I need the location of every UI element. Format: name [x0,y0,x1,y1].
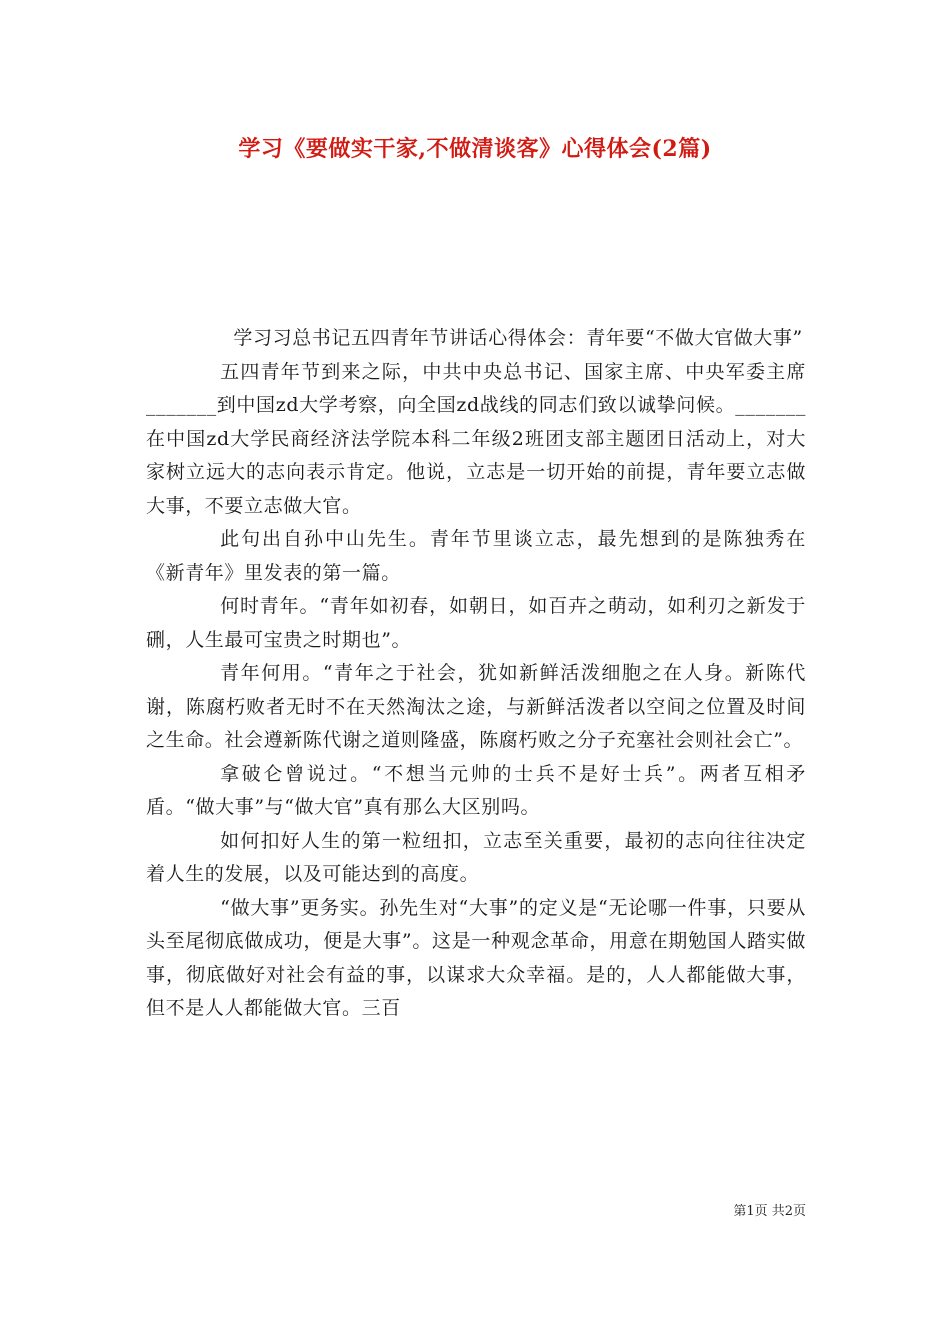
paragraph: 青年何用。“青年之于社会，犹如新鲜活泼细胞之在人身。新陈代谢，陈腐朽败者无时不在天然淘汰之途，与新鲜活泼者以空间之位置及时间之生命。社会遵新陈代谢之道则隆盛，陈腐朽败之分子充塞社会则社会亡”。 [146,662,806,751]
paragraph: 如何扣好人生的第一粒纽扣，立志至关重要，最初的志向往往决定着人生的发展，以及可能达到的高度。 [146,829,806,885]
paragraph: 拿破仑曾说过。“不想当元帅的士兵不是好士兵”。两者互相矛盾。“做大事”与“做大官”真有那么大区别吗。 [146,762,806,818]
paragraph: “做大事”更务实。孙先生对“大事”的定义是“无论哪一件事，只要从头至尾彻底做成功，便是大事”。这是一种观念革命，用意在期勉国人踏实做事，彻底做好对社会有益的事，以谋求大众幸福。是的，人人都能做大事，但不是人人都能做大官。三百 [146,896,806,1019]
paragraph-heading: 学习习总书记五四青年节讲话心得体会：青年要“不做大官做大事” [233,327,803,349]
paragraph: 五四青年节到来之际，中共中央总书记、国家主席、中央军委主席_______到中国zd大学考察，向全国zd战线的同志们致以诚挚问候。_______在中国zd大学民商经济法学院本科二年级2班团支部主题团日活动上，对大家树立远大的志向表示肯定。他说，立志是一切开始的前提，青年要立志做大事，不要立志做大官。 [146,360,806,517]
document-body [146,322,806,1026]
page-number: 第1页 共2页 [733,1204,806,1219]
document-title: 学习《要做实干家,不做清谈客》心得体会(2篇) [238,136,712,162]
paragraph: 此句出自孙中山先生。青年节里谈立志，最先想到的是陈独秀在《新青年》里发表的第一篇。 [146,528,806,584]
paragraph: 何时青年。“青年如初春，如朝日，如百卉之萌动，如利刃之新发于硎，人生最可宝贵之时期也”。 [146,595,806,651]
